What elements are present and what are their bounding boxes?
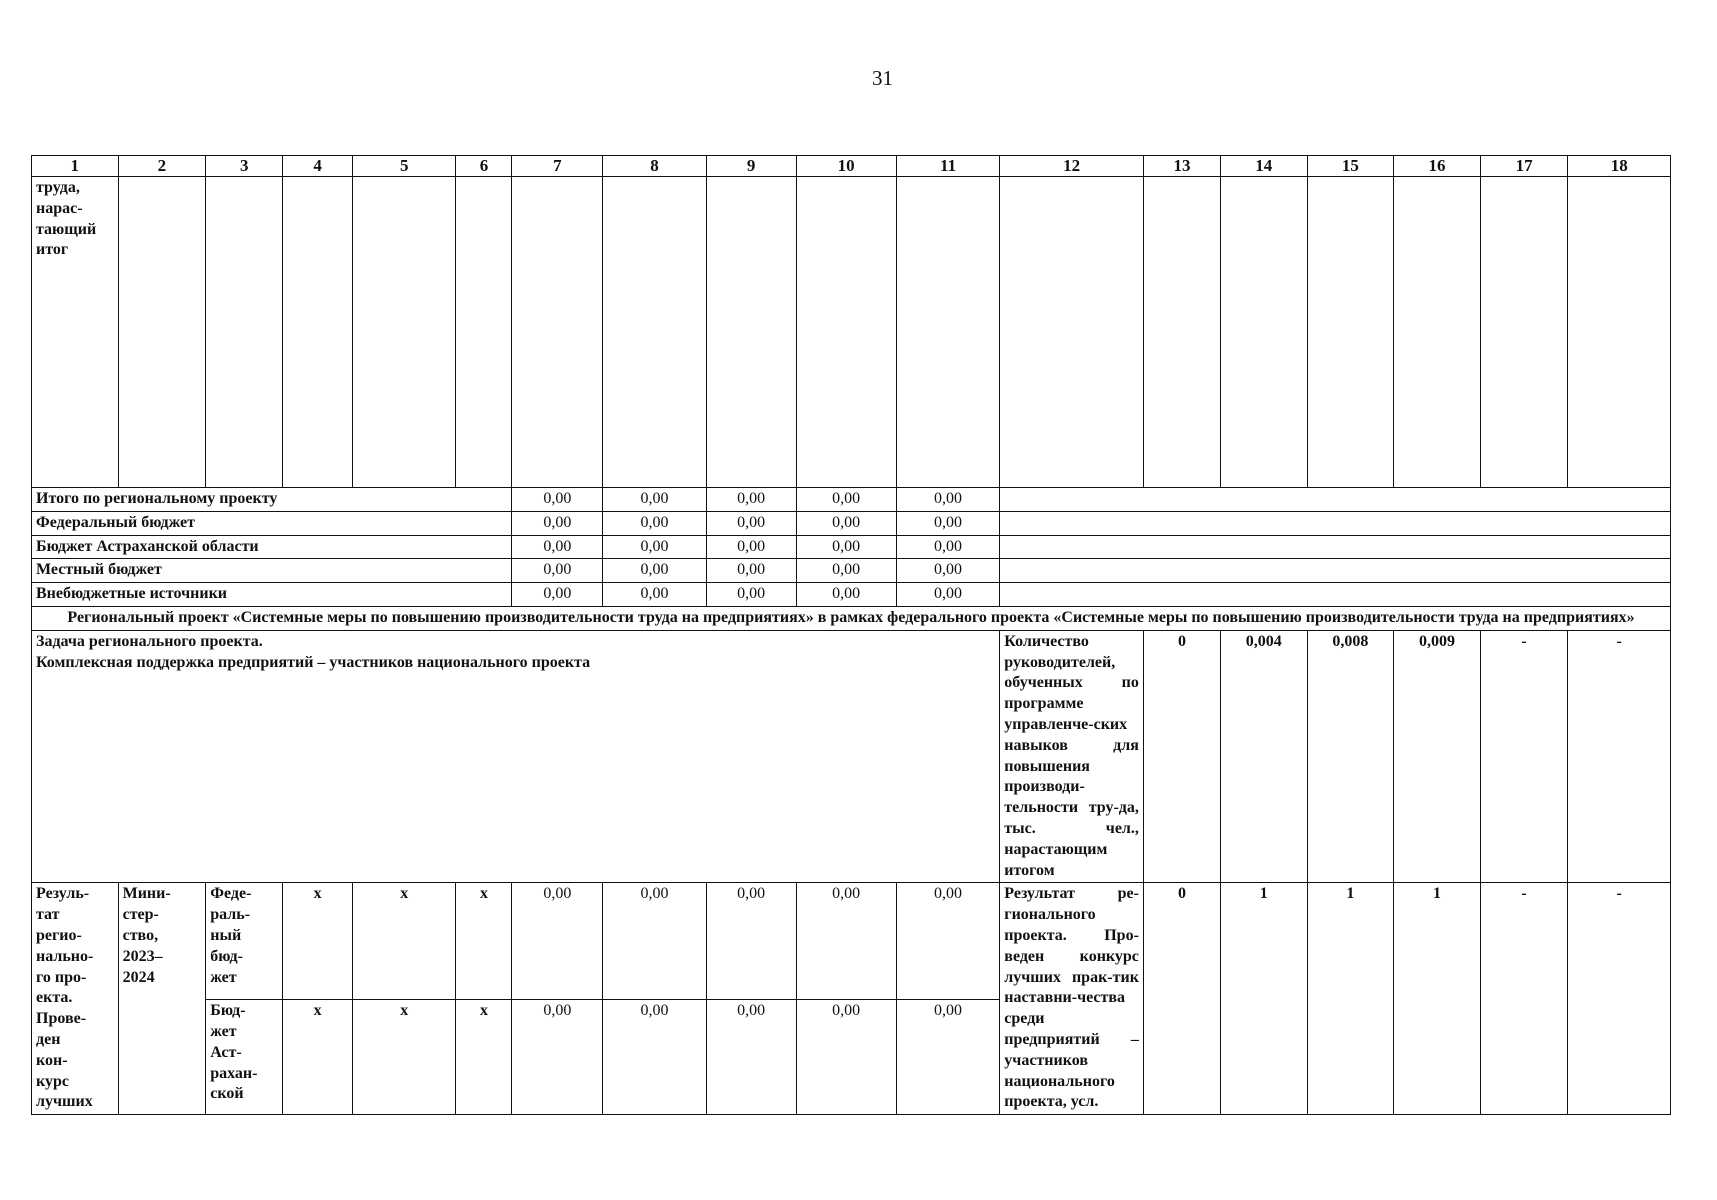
continued-text: труда, нарас- тающий итог [32, 177, 119, 488]
result-value: 0,00 [603, 883, 706, 1000]
regional-budget-row [32, 535, 1671, 559]
local-budget-row [32, 559, 1671, 583]
result-value: 0,00 [706, 1000, 796, 1115]
result-x: х [283, 883, 353, 1000]
col-header: 4 [283, 156, 353, 177]
result-name: Резуль- тат регио- нально- го про- екта. Прове- ден кон- курс лучших [32, 883, 119, 1115]
page-number: 31 [872, 66, 893, 90]
federal-budget-row [32, 511, 1671, 535]
total-value: 0,00 [796, 559, 896, 583]
total-value: 0,00 [603, 511, 706, 535]
result-x: х [283, 1000, 353, 1115]
result-ind-value: 0 [1143, 883, 1220, 1115]
total-value: 0,00 [796, 583, 896, 607]
total-row [32, 488, 1671, 512]
result-x: х [456, 1000, 512, 1115]
total-value: 0,00 [512, 488, 603, 512]
total-value: 0,00 [603, 488, 706, 512]
total-value: 0,00 [896, 488, 999, 512]
continued-row [32, 177, 1671, 488]
total-value: 0,00 [706, 535, 796, 559]
total-value: 0,00 [603, 535, 706, 559]
result-ind-value: - [1568, 883, 1671, 1115]
result-ind-value: 1 [1220, 883, 1307, 1115]
task-value: 0,009 [1394, 630, 1481, 883]
result-value: 0,00 [796, 883, 896, 1000]
task-indicator: Количество руководителей, обученных по программе управленче-ских навыков для повышения производи-тельности тру-да, тыс. чел., нарастающим итогом [1000, 630, 1144, 883]
task-cell [32, 630, 1000, 883]
result-value: 0,00 [896, 1000, 999, 1115]
task-value: 0,004 [1220, 630, 1307, 883]
col-header: 2 [118, 156, 206, 177]
total-value: 0,00 [512, 583, 603, 607]
result-value: 0,00 [706, 883, 796, 1000]
col-header: 12 [1000, 156, 1144, 177]
col-header: 9 [706, 156, 796, 177]
result-x: х [353, 883, 456, 1000]
result-source: Бюд- жет Аст- рахан- ской [206, 1000, 283, 1115]
project-title: Региональный проект «Системные меры по повышению производительности труда на предприятиях» в рамках федерального проекта «Системные меры по повышению производительности труда на предприятиях» [32, 606, 1671, 630]
col-header: 14 [1220, 156, 1307, 177]
total-value: 0,00 [796, 488, 896, 512]
result-indicator: Результат ре-гионального проекта. Про-веден конкурс лучших прак-тик наставни-чества среди предприятий – участников национального проекта, усл. [1000, 883, 1144, 1115]
result-executor: Мини- стер- ство, 2023– 2024 [118, 883, 206, 1115]
total-label: Бюджет Астраханской области [32, 535, 512, 559]
task-row [32, 630, 1671, 883]
col-header: 11 [896, 156, 999, 177]
total-label: Федеральный бюджет [32, 511, 512, 535]
result-ind-value: 1 [1394, 883, 1481, 1115]
task-text: Комплексная поддержка предприятий – участников национального проекта [36, 653, 591, 671]
task-value: - [1480, 630, 1568, 883]
total-value: 0,00 [706, 488, 796, 512]
total-value: 0,00 [896, 559, 999, 583]
total-value: 0,00 [706, 583, 796, 607]
total-label: Местный бюджет [32, 559, 512, 583]
budget-table [31, 155, 1671, 1115]
total-value: 0,00 [796, 535, 896, 559]
total-value: 0,00 [896, 535, 999, 559]
result-x: х [353, 1000, 456, 1115]
col-header: 15 [1307, 156, 1394, 177]
task-value: 0 [1143, 630, 1220, 883]
result-row-federal [32, 883, 1671, 1000]
task-value: - [1568, 630, 1671, 883]
total-value: 0,00 [896, 511, 999, 535]
total-value: 0,00 [896, 583, 999, 607]
col-header: 13 [1143, 156, 1220, 177]
total-value: 0,00 [706, 511, 796, 535]
total-value: 0,00 [512, 535, 603, 559]
result-value: 0,00 [603, 1000, 706, 1115]
col-header: 16 [1394, 156, 1481, 177]
result-value: 0,00 [512, 883, 603, 1000]
total-value: 0,00 [796, 511, 896, 535]
result-value: 0,00 [512, 1000, 603, 1115]
col-header: 5 [353, 156, 456, 177]
total-value: 0,00 [706, 559, 796, 583]
col-header: 6 [456, 156, 512, 177]
col-header: 7 [512, 156, 603, 177]
col-header: 18 [1568, 156, 1671, 177]
col-header: 17 [1480, 156, 1568, 177]
total-value: 0,00 [512, 559, 603, 583]
total-value: 0,00 [512, 511, 603, 535]
column-number-row [32, 156, 1671, 177]
col-header: 3 [206, 156, 283, 177]
col-header: 1 [32, 156, 119, 177]
result-x: х [456, 883, 512, 1000]
task-value: 0,008 [1307, 630, 1394, 883]
result-source: Феде- раль- ный бюд- жет [206, 883, 283, 1000]
extrabudget-row [32, 583, 1671, 607]
result-ind-value: 1 [1307, 883, 1394, 1115]
total-value: 0,00 [603, 559, 706, 583]
total-label: Итого по региональному проекту [32, 488, 512, 512]
col-header: 10 [796, 156, 896, 177]
task-title: Задача регионального проекта. [36, 632, 263, 650]
result-value: 0,00 [796, 1000, 896, 1115]
total-label: Внебюджетные источники [32, 583, 512, 607]
col-header: 8 [603, 156, 706, 177]
result-ind-value: - [1480, 883, 1568, 1115]
result-value: 0,00 [896, 883, 999, 1000]
total-value: 0,00 [603, 583, 706, 607]
project-title-row [32, 606, 1671, 630]
